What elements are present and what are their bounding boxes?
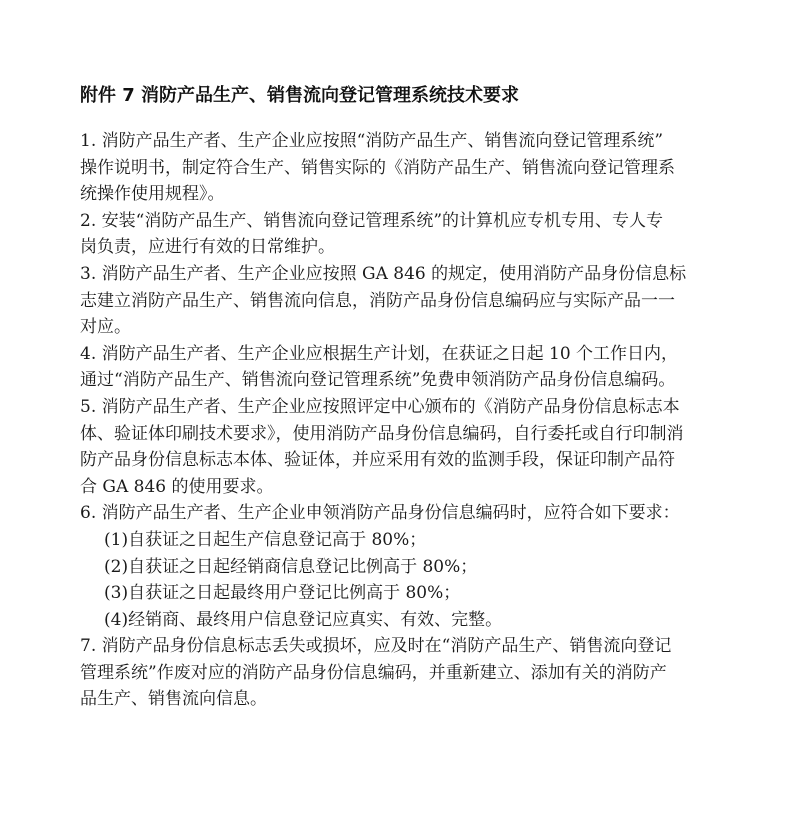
text-line: 志建立消防产品生产、销售流向信息，消防产品身份信息编码应与实际产品一一 — [80, 290, 675, 311]
text-line: 防产品身份信息标志本体、验证体，并应采用有效的监测手段，保证印制产品符 — [80, 450, 675, 471]
text-line: 合 GA 846 的使用要求。 — [80, 476, 274, 497]
text-line: 4. 消防产品生产者、生产企业应根据生产计划，在获证之日起 10 个工作日内， — [80, 343, 679, 364]
sub-item-line: (1)自获证之日起生产信息登记高于 80%； — [104, 529, 427, 550]
text-line: 2. 安装“消防产品生产、销售流向登记管理系统”的计算机应专机专用、专人专 — [80, 210, 664, 231]
text-line: 岗负责，应进行有效的日常维护。 — [80, 237, 335, 258]
text-line: 操作说明书，制定符合生产、销售实际的《消防产品生产、销售流向登记管理系 — [80, 157, 675, 178]
text-line: 1. 消防产品生产者、生产企业应按照“消防产品生产、销售流向登记管理系统” — [80, 131, 664, 151]
sub-item-line: (3)自获证之日起最终用户登记比例高于 80%； — [104, 583, 461, 604]
document-body — [80, 128, 740, 713]
sub-item-line: (2)自获证之日起经销商信息登记比例高于 80%； — [104, 556, 478, 577]
text-line: 6. 消防产品生产者、生产企业申领消防产品身份信息编码时，应符合如下要求： — [80, 503, 680, 524]
document-title: 附件 7 消防产品生产、销售流向登记管理系统技术要求 — [80, 85, 520, 106]
text-line: 品生产、销售流向信息。 — [80, 689, 267, 710]
text-line: 7. 消防产品身份信息标志丢失或损坏，应及时在“消防产品生产、销售流向登记 — [80, 636, 672, 657]
text-line: 对应。 — [80, 317, 131, 338]
sub-item-line: (4)经销商、最终用户信息登记应真实、有效、完整。 — [104, 609, 503, 630]
text-line: 通过“消防产品生产、销售流向登记管理系统”免费申领消防产品身份信息编码。 — [80, 370, 676, 391]
text-line: 管理系统”作废对应的消防产品身份信息编码，并重新建立、添加有关的消防产 — [80, 662, 667, 683]
text-line: 体、验证体印刷技术要求》，使用消防产品身份信息编码，自行委托或自行印制消 — [80, 423, 684, 444]
text-line: 5. 消防产品生产者、生产企业应按照评定中心颁布的《消防产品身份信息标志本 — [80, 396, 680, 417]
text-line: 统操作使用规程》。 — [80, 184, 225, 205]
text-line: 3. 消防产品生产者、生产企业应按照 GA 846 的规定，使用消防产品身份信息标 — [80, 263, 687, 284]
